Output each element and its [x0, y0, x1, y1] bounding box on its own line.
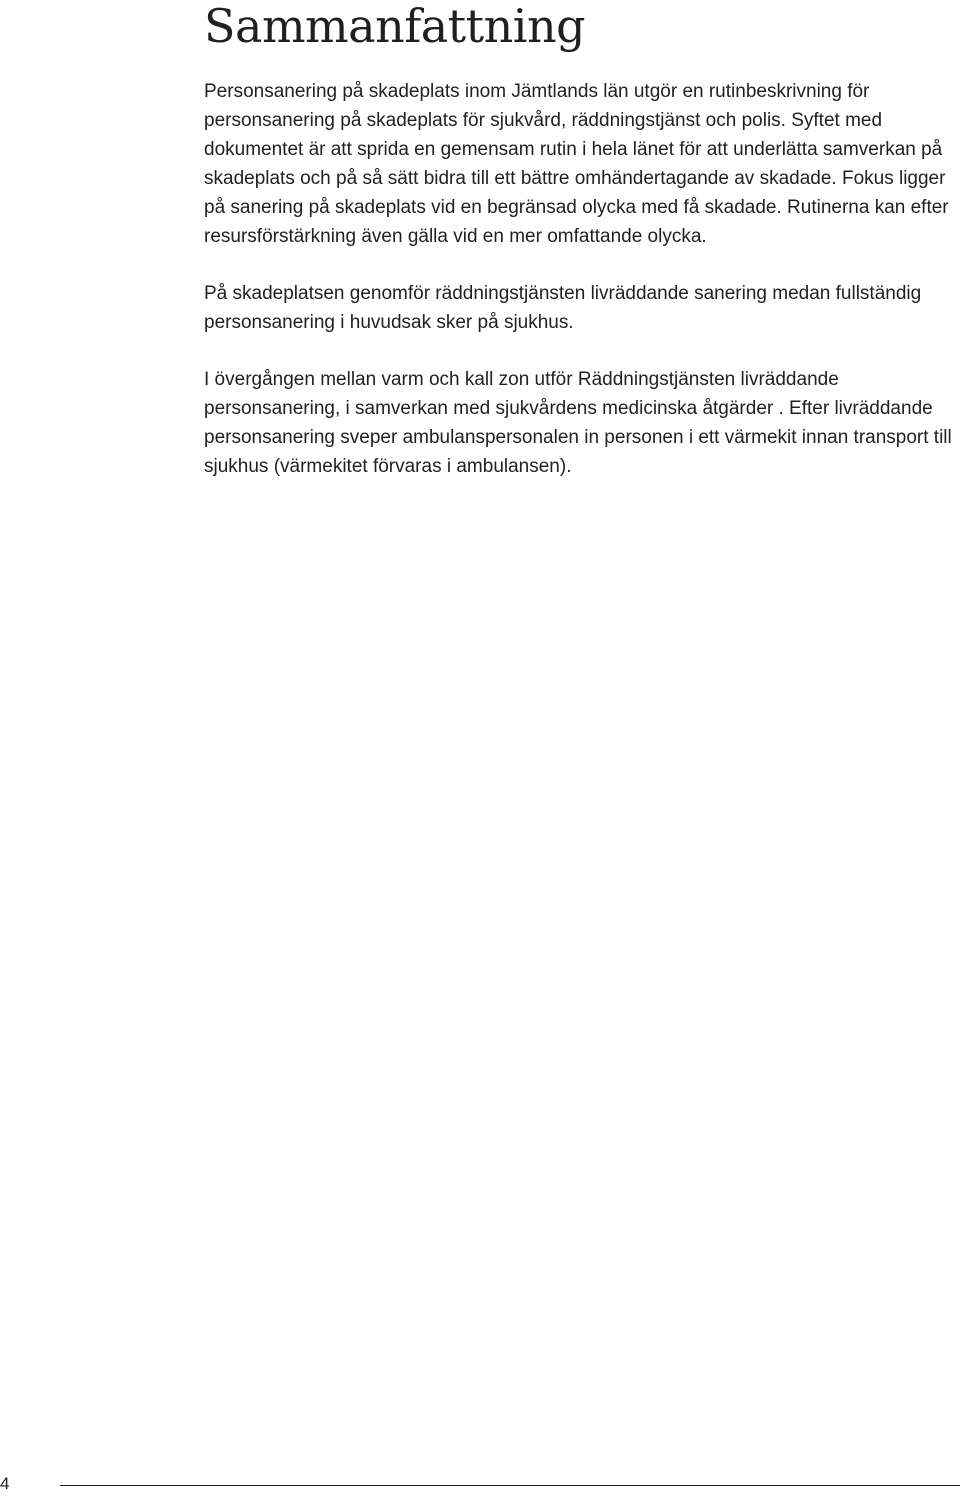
paragraph-site-sanitation: På skadeplatsen genomför räddningstjänsten livräddande sanering medan fullständig personsanering i huvudsak sker på sjukhus. [204, 283, 922, 333]
footer-divider [60, 1485, 960, 1486]
body-text [204, 77, 956, 509]
page-number: 4 [0, 1474, 10, 1493]
page-title: Sammanfattning [204, 0, 586, 53]
paragraph-summary: Personsanering på skadeplats inom Jämtlands län utgör en rutinbeskrivning för personsanering på skadeplats för sjukvård, räddningstjänst och polis. Syftet med dokumentet är att sprida en gemensam rutin i hela länet för att underlätta samverkan på skadeplats och på så sätt bidra till ett bättre omhändertagande av skadade. Fokus ligger på sanering på skadeplats vid en begränsad olycka med få skadade. Rutinerna kan efter resursförstärkning även gälla vid en mer omfattande olycka. [204, 81, 949, 247]
paragraph-zone-transition: I övergången mellan varm och kall zon utför Räddningstjänsten livräddande personsanering, i samverkan med sjukvårdens medicinska åtgärder . Efter livräddande personsanering sveper ambulanspersonalen in personen i ett värmekit innan transport till sjukhus (värmekitet förvaras i ambulansen). [204, 369, 952, 477]
